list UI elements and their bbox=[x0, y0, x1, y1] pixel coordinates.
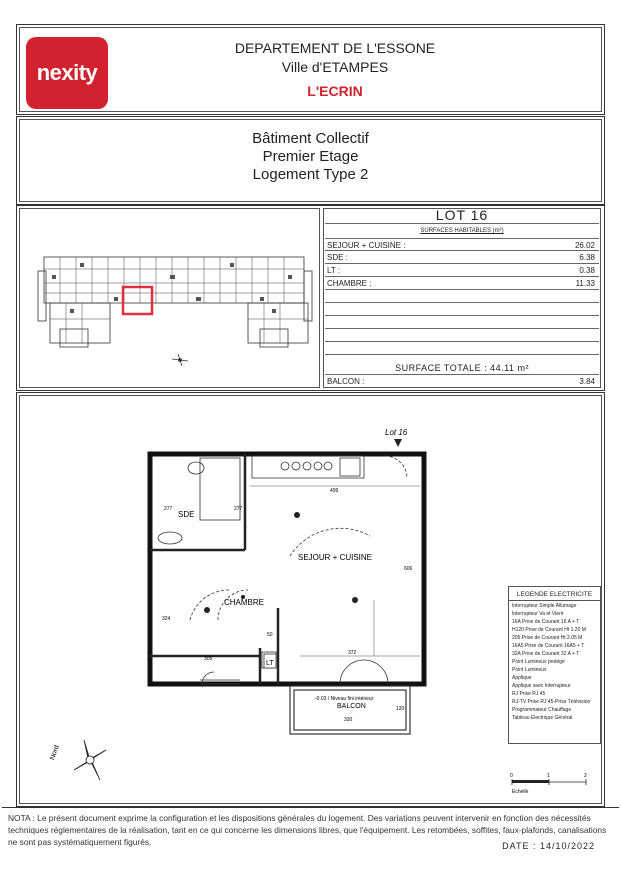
floor-level: Premier Etage bbox=[262, 148, 359, 165]
disclaimer-note: NOTA : Le présent document exprime la configuration et les dispositions générales du logement. Des variations peuvent intervenir en fonction des nécessités techniques réglementaires de la réalisation, tant en ce qui concerne les dimensions libres, que l'équipement. Les retombées, soffites, faux-plafonds, canalisations ne sont pas systématiquement figurés. bbox=[8, 813, 607, 847]
document-date: DATE : 14/10/2022 bbox=[502, 841, 595, 851]
legend-item: RJ-TV Prise RJ 45-Prise Télévision bbox=[512, 699, 591, 705]
table-row-balcon bbox=[325, 374, 599, 387]
row-label: BALCON : bbox=[327, 377, 365, 386]
row-label: LT : bbox=[327, 266, 341, 275]
legend-item: Point Lumineux bbox=[512, 667, 547, 673]
dim-305: 305 bbox=[204, 656, 213, 662]
legend-item: Tableau Electrique Général bbox=[512, 715, 573, 721]
legend-item: Interrupteur Va et Vient bbox=[512, 611, 564, 617]
room-sejour: SEJOUR + CUISINE bbox=[298, 553, 373, 562]
row-value: 11.33 bbox=[575, 279, 595, 288]
scale-2: 2 bbox=[584, 773, 587, 779]
table-row-empty bbox=[325, 290, 599, 303]
building-keyplan bbox=[20, 209, 319, 387]
scale-1: 1 bbox=[547, 773, 550, 779]
floor-plan bbox=[130, 420, 450, 740]
lot-label: Lot 16 bbox=[385, 428, 408, 437]
city-title: Ville d'ETAMPES bbox=[281, 59, 389, 75]
table-row-empty bbox=[325, 342, 599, 355]
table-row-empty bbox=[325, 303, 599, 316]
row-value: 26.02 bbox=[574, 241, 595, 250]
building-type: Bâtiment Collectif bbox=[252, 130, 369, 147]
row-value: 6.38 bbox=[579, 253, 595, 262]
dim-277b: 277 bbox=[164, 506, 173, 512]
legend-item: 205 Prise de Courant Ht 2.05 M bbox=[512, 635, 583, 641]
balcon-level-note: -0.03 / Niveau fini intérieur bbox=[315, 696, 374, 702]
dim-606: 606 bbox=[404, 566, 413, 572]
department-title: DEPARTEMENT DE L'ESSONE bbox=[234, 40, 436, 56]
lot-title: LOT 16 bbox=[435, 207, 489, 223]
dim-50: 50 bbox=[267, 632, 273, 638]
legend-item: Interrupteur Simple Allumage bbox=[512, 603, 577, 609]
row-value: 0.38 bbox=[579, 266, 595, 275]
project-name: L'ECRIN bbox=[307, 83, 363, 99]
legend-item: Point Lumineux protégé bbox=[512, 659, 565, 665]
dim-277a: 277 bbox=[234, 506, 243, 512]
dim-320: 320 bbox=[344, 717, 353, 723]
room-balcon: BALCON bbox=[337, 703, 366, 710]
dim-120: 120 bbox=[396, 706, 405, 712]
scale-label: Echelle bbox=[512, 789, 529, 795]
room-chambre: CHAMBRE bbox=[224, 598, 265, 607]
table-row-sejour bbox=[325, 238, 599, 251]
scale-0: 0 bbox=[510, 773, 513, 779]
north-compass bbox=[44, 730, 124, 790]
legend-item: Programmateur Chauffage bbox=[512, 707, 572, 713]
row-label: SEJOUR + CUISINE : bbox=[327, 241, 406, 250]
lot-16-highlight bbox=[123, 287, 152, 314]
legend-item: 16A Prise de Courant 16 A + T bbox=[512, 619, 580, 625]
dim-372: 372 bbox=[348, 650, 357, 656]
row-label: CHAMBRE : bbox=[327, 279, 372, 288]
legend-item: H120 Prise de Courant Ht 1.20 M bbox=[512, 627, 586, 633]
table-row-empty bbox=[325, 329, 599, 342]
surface-total: SURFACE TOTALE : 44.11 m² bbox=[395, 363, 529, 373]
row-label: SDE : bbox=[327, 253, 348, 262]
dim-324: 324 bbox=[162, 616, 171, 622]
unit-type: Logement Type 2 bbox=[252, 166, 369, 183]
legend-item: Applique bbox=[512, 675, 532, 681]
table-row-sde bbox=[325, 251, 599, 264]
keyplan-compass bbox=[172, 354, 188, 366]
row-value: 3.84 bbox=[579, 377, 595, 386]
table-divider bbox=[325, 223, 599, 224]
legend-item: 16A5 Prise de Courant 16A5 + T bbox=[512, 643, 585, 649]
north-label: Nord bbox=[49, 744, 61, 762]
legend-item: RJ Prise RJ 45 bbox=[512, 691, 546, 697]
dim-499: 499 bbox=[330, 488, 339, 494]
legend-item: Applique avec Interrupteur bbox=[512, 683, 571, 689]
table-row-lt bbox=[325, 264, 599, 277]
surfaces-heading: SURFACES HABITABLES (m²) bbox=[420, 228, 504, 234]
legend-title: LEGENDE ELECTRICITE bbox=[509, 587, 600, 601]
table-row-chambre bbox=[325, 277, 599, 290]
entry-arrow bbox=[394, 439, 402, 447]
electricity-legend bbox=[508, 586, 601, 744]
room-lt: LT bbox=[266, 660, 274, 667]
scale-bar bbox=[508, 770, 598, 800]
room-sde: SDE bbox=[178, 510, 195, 519]
legend-item: 32A Prise de Courant 32 A + T bbox=[512, 651, 580, 657]
nexity-logo: nexity bbox=[26, 37, 108, 109]
table-row-empty bbox=[325, 316, 599, 329]
